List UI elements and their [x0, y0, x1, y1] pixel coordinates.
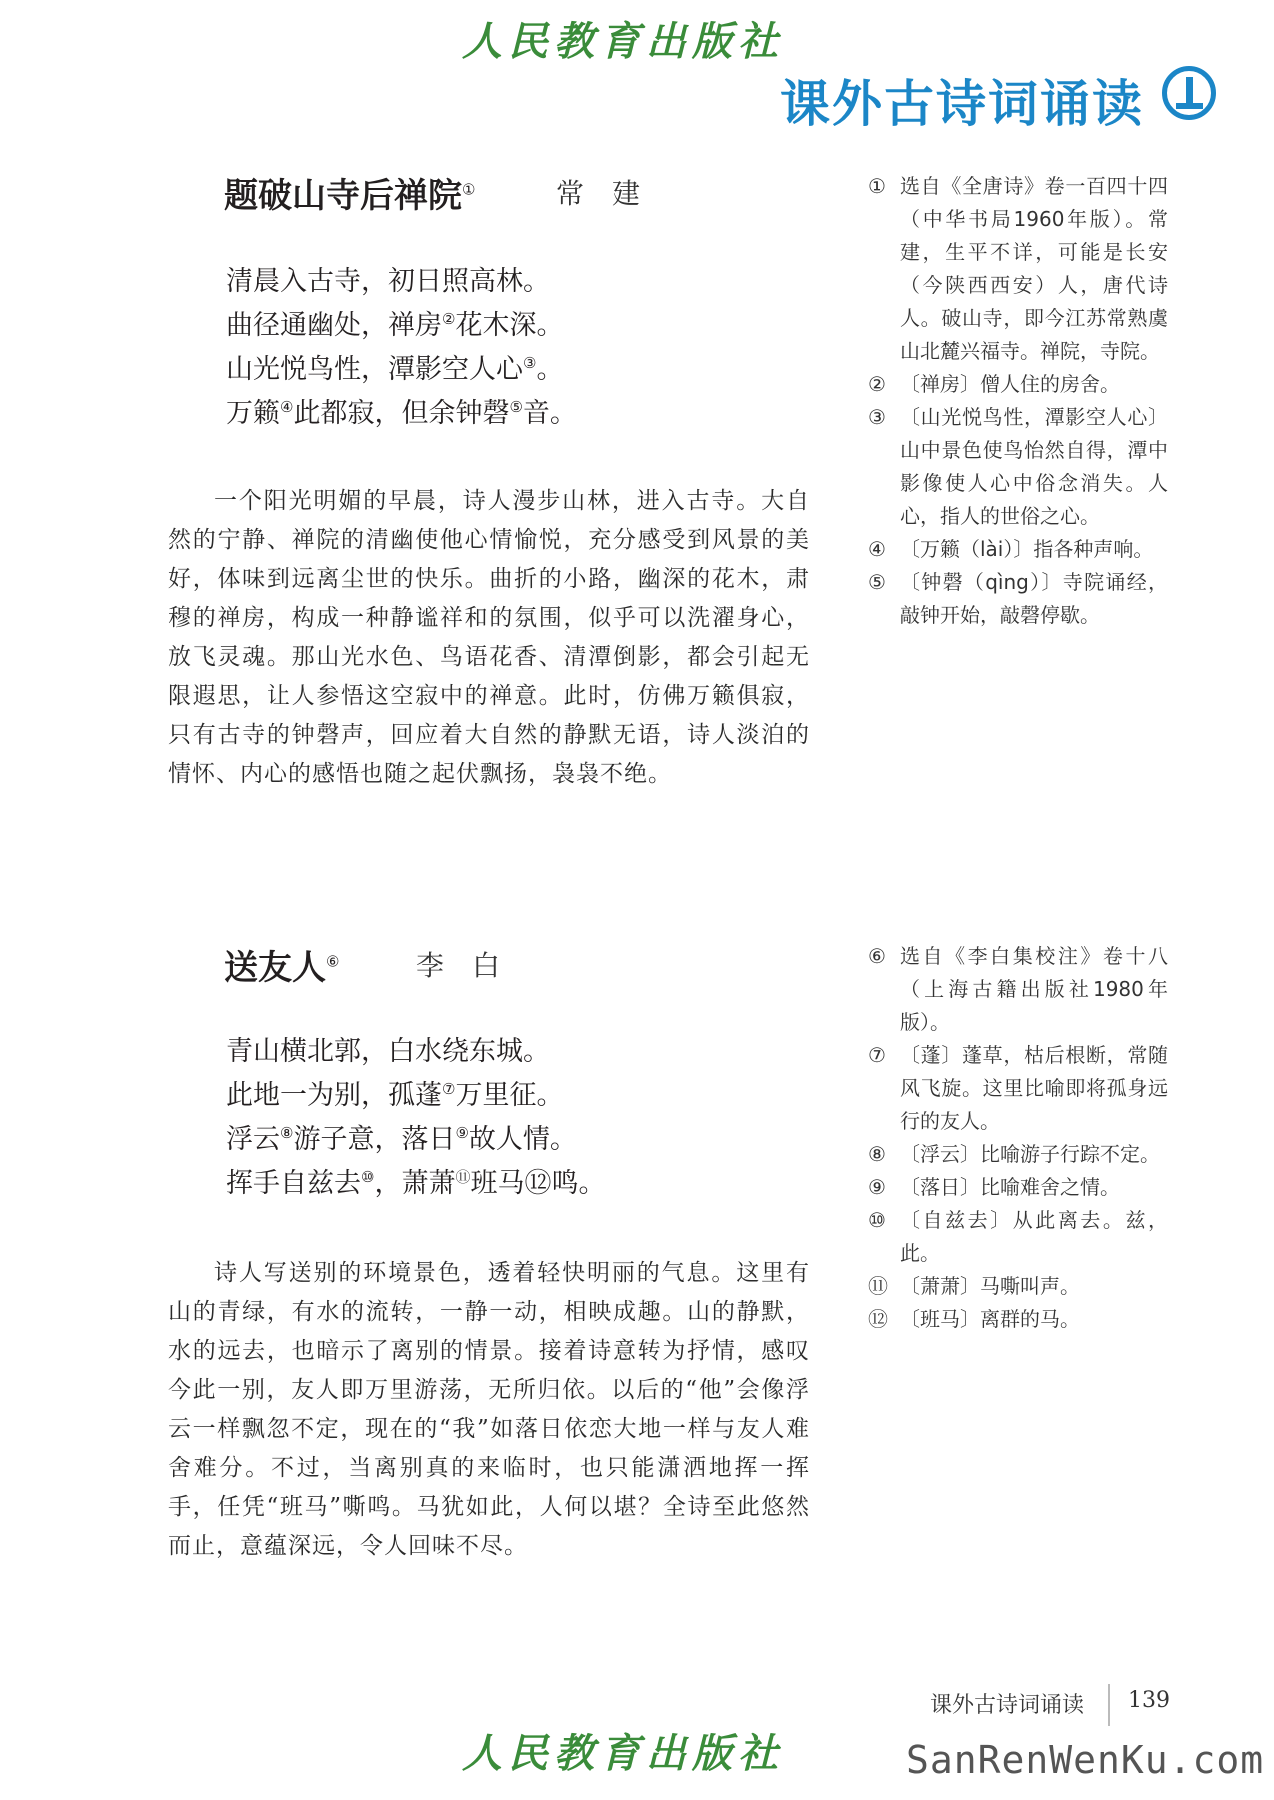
line-text: 班马⑫鸣。	[470, 1168, 606, 1199]
footnote-number: ②	[868, 372, 886, 396]
line-text: 此地一为别，孤蓬	[226, 1080, 442, 1111]
poem-line	[226, 1162, 605, 1206]
footnote-text: 选自《李白集校注》卷十八（上海古籍出版社1980年版）。	[900, 944, 1168, 1034]
footnote-number: ⑪	[868, 1274, 888, 1298]
footnote-number: ⑩	[868, 1208, 886, 1232]
footnote-number: ⑦	[868, 1043, 886, 1067]
footnote	[868, 1039, 1168, 1138]
footnote-number: ⑤	[868, 570, 886, 594]
footnote-number: ⑥	[868, 944, 886, 968]
title-note-marker: ①	[462, 180, 476, 199]
footnote-text: 选自《全唐诗》卷一百四十四（中华书局1960年版）。常建，生平不详，可能是长安（今陕西西安）人，唐代诗人。破山寺，即今江苏常熟虞山北麓兴福寺。禅院，寺院。	[900, 174, 1168, 363]
page-number: 139	[1128, 1688, 1170, 1713]
footnote	[868, 1138, 1168, 1171]
note-marker: ⑨	[455, 1124, 469, 1142]
footnote-text: 〔落日〕比喻难舍之情。	[900, 1175, 1120, 1199]
footnote-text: 〔萧萧〕马嘶叫声。	[900, 1274, 1080, 1298]
footnotes-list	[868, 170, 1168, 632]
footer-divider	[1108, 1684, 1110, 1726]
poem-commentary	[168, 1254, 810, 1566]
commentary-paragraph: 一个阳光明媚的早晨，诗人漫步山林，进入古寺。大自然的宁静、禅院的清幽使他心情愉悦，充分感受到风景的美好，体味到远离尘世的快乐。曲折的小路，幽深的花木，肃穆的禅房，构成一种静谧祥和的氛围，似乎可以洗濯身心，放飞灵魂。那山光水色、鸟语花香、清潭倒影，都会引起无限遐思，让人参悟这空寂中的禅意。此时，仿佛万籁俱寂，只有古寺的钟磬声，回应着大自然的静默无语，诗人淡泊的情怀、内心的感悟也随之起伏飘扬，袅袅不绝。	[168, 488, 810, 787]
line-text: 此都寂，但余钟磬	[293, 398, 510, 429]
poem-body	[226, 260, 577, 436]
line-text: 故人情。	[468, 1124, 577, 1155]
poem-line	[226, 1074, 605, 1118]
section-number-badge-icon	[1162, 66, 1216, 120]
line-text: 清晨入古寺，初日照高林。	[226, 266, 550, 297]
line-text: 万籁	[226, 398, 280, 429]
poem-line	[226, 1030, 605, 1074]
line-text: 音。	[522, 398, 577, 429]
title-note-marker: ⑥	[326, 952, 340, 971]
footnote-text: 〔山光悦鸟性，潭影空人心〕山中景色使鸟怡然自得，潭中影像使人心中俗念消失。人心，指人的世俗之心。	[900, 405, 1168, 528]
note-marker: ⑧	[280, 1124, 294, 1142]
footnote-text: 〔班马〕离群的马。	[900, 1307, 1080, 1331]
footnote-number: ④	[868, 537, 886, 561]
footnote-text: 〔浮云〕比喻游子行踪不定。	[900, 1142, 1160, 1166]
note-marker: ④	[280, 398, 294, 416]
watermark: SanRenWenKu.com	[906, 1738, 1265, 1782]
poem-body	[226, 1030, 605, 1206]
footnote	[868, 1303, 1168, 1336]
footnote-text: 〔禅房〕僧人住的房舍。	[900, 372, 1120, 396]
section-title: 课外古诗词诵读	[780, 74, 1144, 133]
line-text: 山光悦鸟性，潭影空人心	[226, 354, 523, 385]
line-text: 浮云	[226, 1124, 280, 1155]
publisher-logo-top: 人民教育出版社	[462, 18, 784, 65]
footnote-number: ①	[868, 174, 886, 198]
line-text: 曲径通幽处，禅房	[226, 310, 442, 341]
footnote	[868, 1171, 1168, 1204]
poem-line	[226, 260, 577, 304]
note-marker: ③	[523, 354, 537, 372]
footnote	[868, 533, 1168, 566]
note-marker: ②	[442, 310, 456, 328]
footnote	[868, 940, 1168, 1039]
poem-title	[224, 940, 339, 989]
footnote	[868, 566, 1168, 632]
footnotes-list	[868, 940, 1168, 1336]
note-marker: ⑩	[361, 1168, 375, 1186]
footnote-number: ③	[868, 405, 886, 429]
poem-author: 李白	[416, 949, 529, 982]
line-text: ，萧萧	[374, 1168, 456, 1199]
poem-line	[226, 392, 577, 436]
commentary-paragraph: 诗人写送别的环境景色，透着轻快明丽的气息。这里有山的青绿，有水的流转，一静一动，相映成趣。山的静默，水的远去，也暗示了离别的情景。接着诗意转为抒情，感叹今此一别，友人即万里游荡，无所归依。以后的“他”会像浮云一样飘忽不定，现在的“我”如落日依恋大地一样与友人难舍难分。不过，当离别真的来临时，也只能潇洒地挥一挥手，任凭“班马”嘶鸣。马犹如此，人何以堪？全诗至此悠然而止，意蕴深远，令人回味不尽。	[168, 1260, 810, 1559]
poem-title-text: 题破山寺后禅院	[224, 176, 462, 216]
footnote	[868, 170, 1168, 368]
poem-line	[226, 1118, 605, 1162]
poem-commentary	[168, 482, 810, 794]
line-text: 挥手自兹去	[226, 1168, 361, 1199]
poem-title	[224, 168, 475, 217]
line-text: 青山横北郭，白水绕东城。	[226, 1036, 550, 1067]
publisher-logo-bottom: 人民教育出版社	[462, 1730, 784, 1777]
line-text: 花木深。	[455, 310, 564, 341]
footnote-number: ⑫	[868, 1307, 888, 1331]
footnote	[868, 1270, 1168, 1303]
running-footer-section: 课外古诗词诵读	[930, 1693, 1085, 1718]
line-text: 。	[536, 354, 564, 385]
footnote-number: ⑧	[868, 1142, 886, 1166]
line-text: 万里征。	[455, 1080, 564, 1111]
note-marker: ⑤	[509, 398, 523, 416]
footnote	[868, 368, 1168, 401]
poem-line	[226, 348, 577, 392]
poem-title-text: 送友人	[224, 948, 326, 988]
note-marker: ⑪	[455, 1168, 471, 1186]
poem-line	[226, 304, 577, 348]
footnote-text: 〔蓬〕蓬草，枯后根断，常随风飞旋。这里比喻即将孤身远行的友人。	[900, 1043, 1168, 1133]
footnote	[868, 401, 1168, 533]
footnote-text: 〔自兹去〕从此离去。兹，此。	[900, 1208, 1168, 1265]
footnote-text: 〔钟磬（qìng）〕寺院诵经，敲钟开始，敲磬停歇。	[900, 570, 1168, 627]
poem-author: 常建	[556, 177, 669, 210]
line-text: 游子意，落日	[293, 1124, 456, 1155]
note-marker: ⑦	[442, 1080, 456, 1098]
footnote	[868, 1204, 1168, 1270]
footnote-text: 〔万籁（lài）〕指各种声响。	[900, 537, 1154, 561]
footnote-number: ⑨	[868, 1175, 886, 1199]
